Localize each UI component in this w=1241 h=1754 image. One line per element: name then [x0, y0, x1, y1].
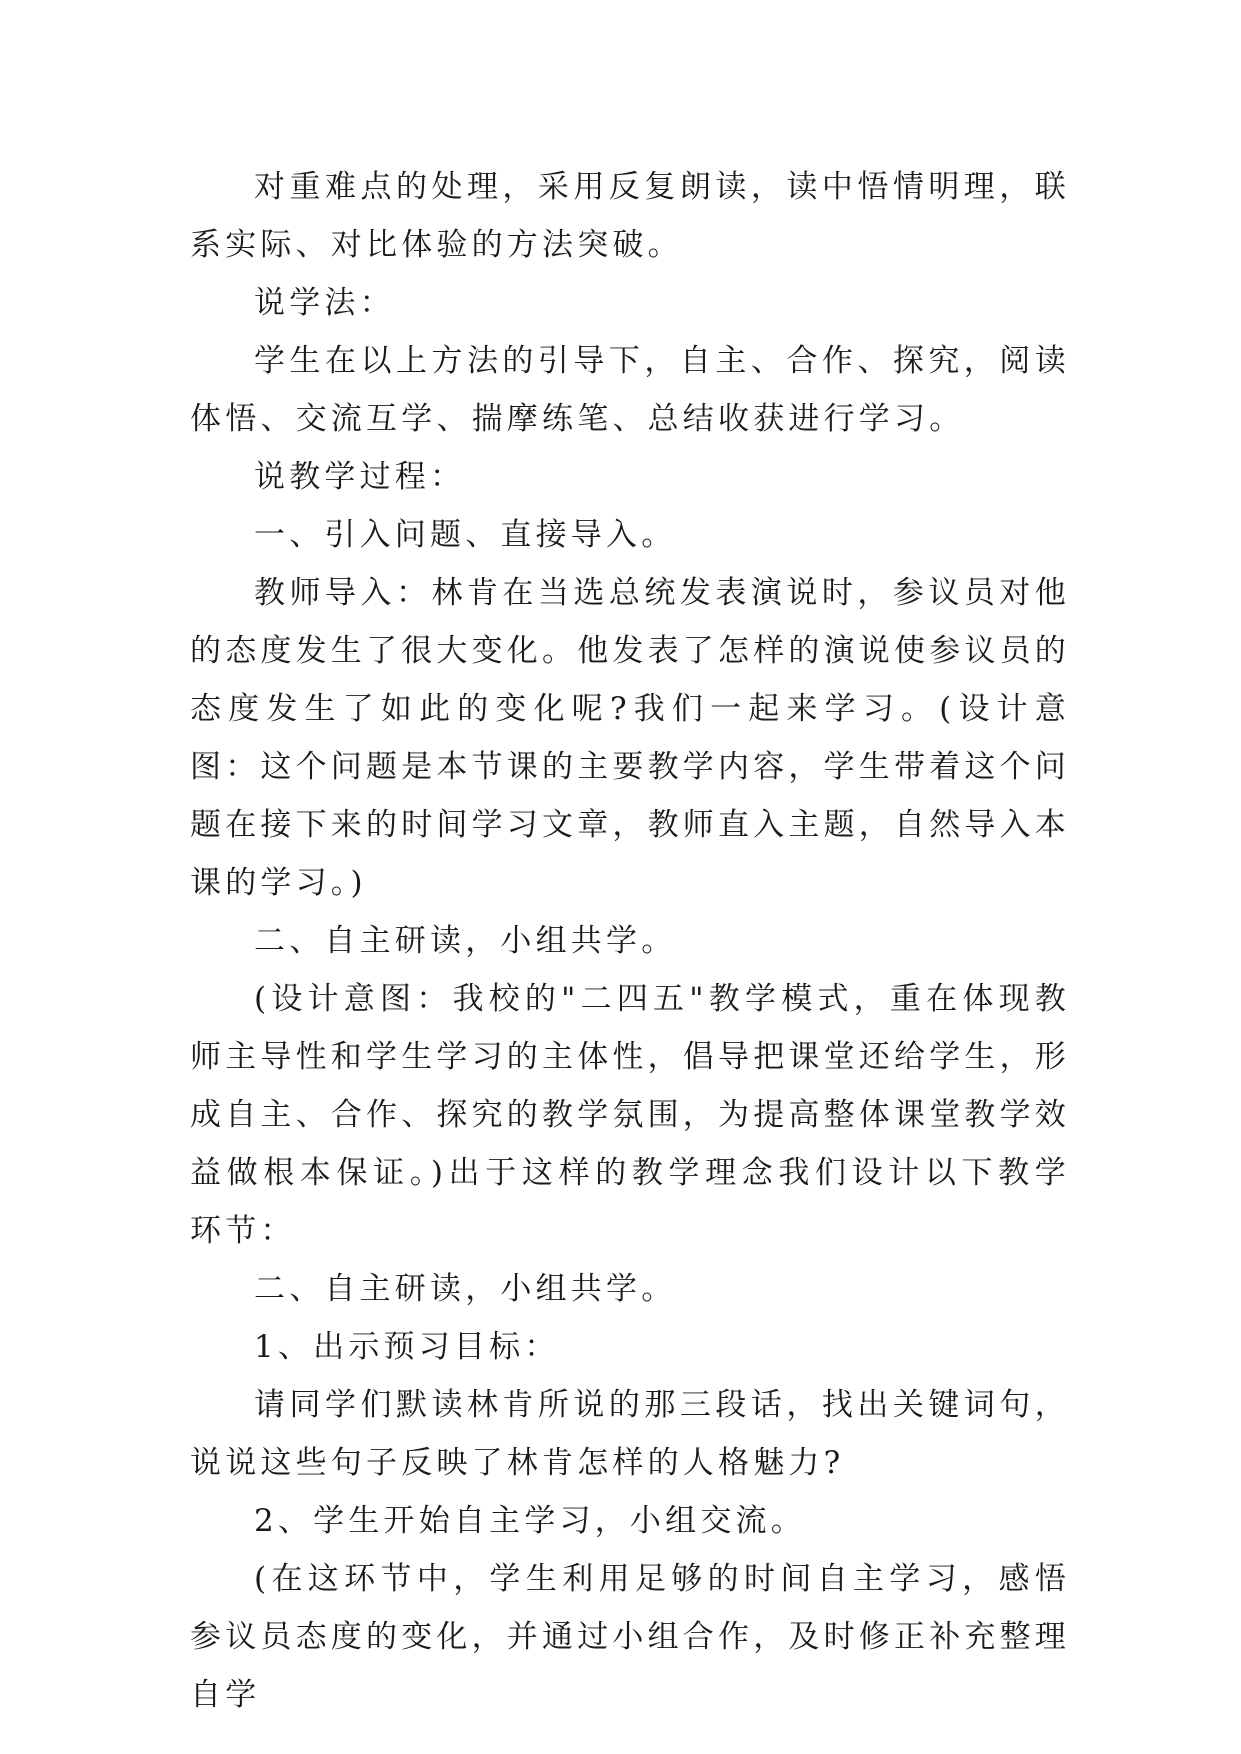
heading-step-one: 一、引入问题、直接导入。 [254, 517, 677, 553]
paragraph-design-intent: (设计意图：我校的"二四五"教学模式，重在体现教师主导性和学生学习的主体性，倡导把课堂还给学生，形成自主、合作、探究的教学氛围，为提高整体课堂教学效益做根本保证。)出于这样的教学理念我们设计以下教学环节： [190, 981, 1070, 1249]
list-item-self-study: 2、学生开始自主学习，小组交流。 [254, 1503, 806, 1539]
paragraph-silent-reading-task: 请同学们默读林肯所说的那三段话，找出关键词句，说说这些句子反映了林肯怎样的人格魅力? [190, 1387, 1070, 1481]
paragraph-key-difficulty-handling: 对重难点的处理，采用反复朗读，读中悟情明理，联系实际、对比体验的方法突破。 [190, 169, 1070, 263]
list-item-preview-goal: 1、出示预习目标： [254, 1329, 560, 1365]
paragraph-teacher-introduction: 教师导入：林肯在当选总统发表演说时，参议员对他的态度发生了很大变化。他发表了怎样的演说使参议员的态度发生了如此的变化呢?我们一起来学习。(设计意图：这个问题是本节课的主要教学内容，学生带着这个问题在接下来的时间学习文章，教师直入主题，自然导入本课的学习。) [190, 575, 1070, 901]
document-body [190, 158, 1070, 1724]
heading-teaching-process: 说教学过程： [254, 459, 466, 495]
heading-step-two-repeat: 二、自主研读，小组共学。 [254, 1271, 677, 1307]
paragraph-self-study-note: (在这环节中，学生利用足够的时间自主学习，感悟参议员态度的变化，并通过小组合作，及时修正补充整理自学 [190, 1561, 1070, 1713]
heading-step-two: 二、自主研读，小组共学。 [254, 923, 677, 959]
paragraph-learning-method: 学生在以上方法的引导下，自主、合作、探究，阅读体悟、交流互学、揣摩练笔、总结收获进行学习。 [190, 343, 1070, 437]
heading-learning-method: 说学法： [254, 285, 395, 321]
